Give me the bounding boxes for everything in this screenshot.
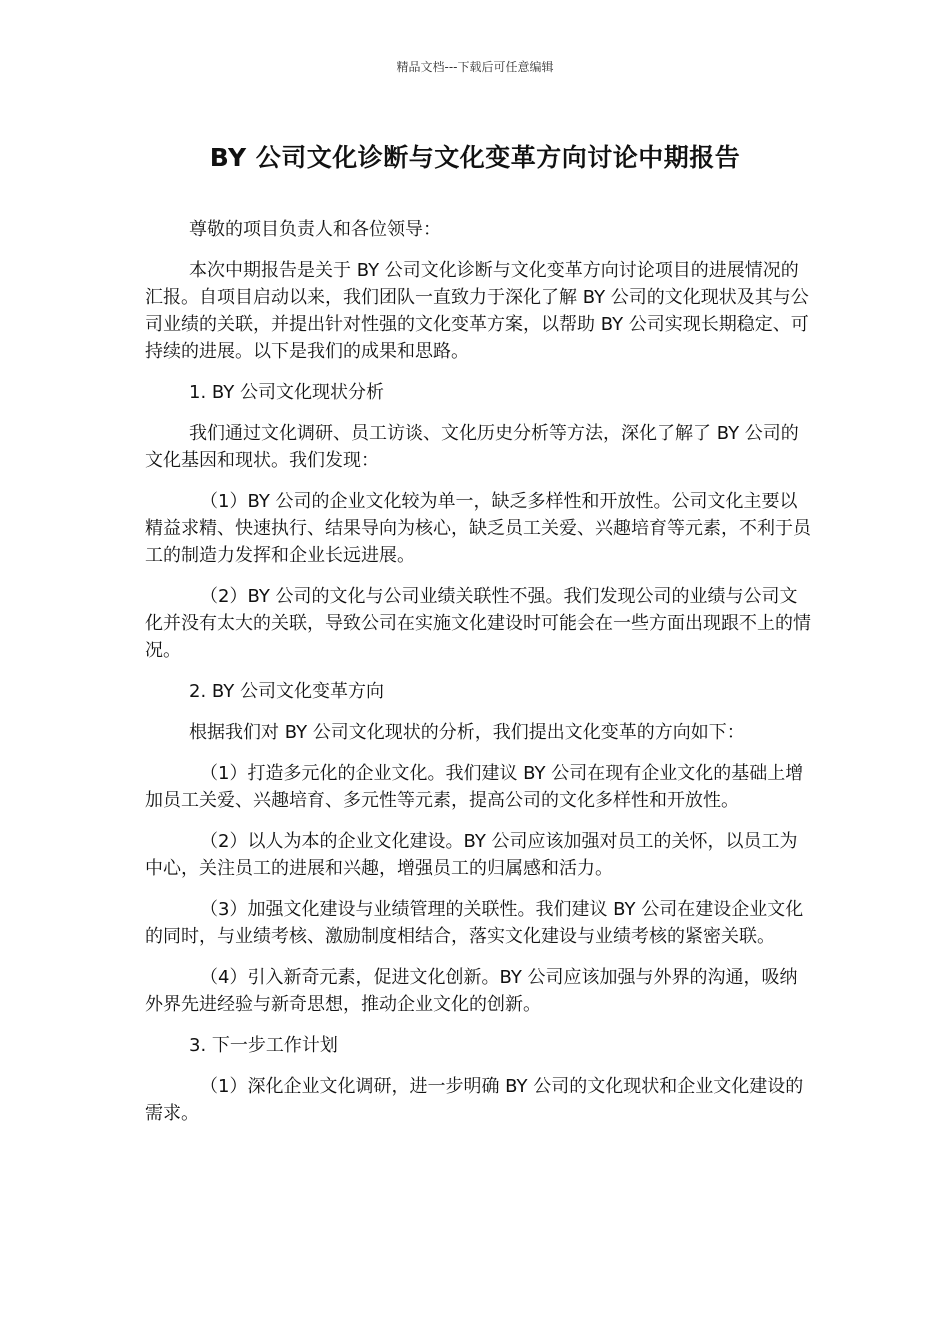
plan-1: （1）深化企业文化调研，进一步明确 BY 公司的文化现状和企业文化建设的需求。 bbox=[145, 1076, 804, 1124]
direction-2: （2）以人为本的企业文化建设。BY 公司应该加强对员工的关怀，以员工为中心，关注员工的进展和兴趣，增强员工的归属感和活力。 bbox=[145, 831, 798, 879]
section-heading-2: 2. BY 公司文化变革方向 bbox=[189, 681, 384, 702]
document-title: BY 公司文化诊断与文化变革方向讨论中期报告 bbox=[209, 143, 741, 172]
section-2-intro: 根据我们对 BY 公司文化现状的分析，我们提出文化变革的方向如下： bbox=[189, 722, 745, 743]
intro-paragraph: 本次中期报告是关于 BY 公司文化诊断与文化变革方向讨论项目的进展情况的汇报。自项目启动以来，我们团队一直致力于深化了解 BY 公司的文化现状及其与公司业绩的关联，并提出针对性强的文化变革方案，以帮助 BY 公司实现长期稳定、可持续的进展。以下是我们的成果和思路。 bbox=[145, 260, 809, 362]
section-heading-1: 1. BY 公司文化现状分析 bbox=[189, 382, 384, 403]
direction-1: （1）打造多元化的企业文化。我们建议 BY 公司在现有企业文化的基础上增加员工关爱、兴趣培育、多元性等元素，提高公司的文化多样性和开放性。 bbox=[145, 763, 804, 811]
finding-1: （1）BY 公司的企业文化较为单一，缺乏多样性和开放性。公司文化主要以精益求精、快速执行、结果导向为核心，缺乏员工关爱、兴趣培育等元素，不利于员工的制造力发挥和企业长远进展。 bbox=[145, 491, 811, 566]
finding-2: （2）BY 公司的文化与公司业绩关联性不强。我们发现公司的业绩与公司文化并没有太大的关联，导致公司在实施文化建设时可能会在一些方面出现跟不上的情况。 bbox=[145, 586, 811, 661]
direction-3: （3）加强文化建设与业绩管理的关联性。我们建议 BY 公司在建设企业文化的同时，与业绩考核、激励制度相结合，落实文化建设与业绩考核的紧密关联。 bbox=[145, 899, 804, 947]
section-heading-3: 3. 下一步工作计划 bbox=[189, 1035, 338, 1056]
page-header: 精品文档---下载后可任意编辑 bbox=[396, 60, 554, 74]
section-1-intro: 我们通过文化调研、员工访谈、文化历史分析等方法，深化了解了 BY 公司的文化基因和现状。我们发现： bbox=[145, 423, 799, 471]
direction-4: （4）引入新奇元素，促进文化创新。BY 公司应该加强与外界的沟通，吸纳外界先进经验与新奇思想，推动企业文化的创新。 bbox=[145, 967, 798, 1015]
salutation: 尊敬的项目负责人和各位领导： bbox=[189, 219, 441, 240]
document-body bbox=[145, 216, 815, 1141]
